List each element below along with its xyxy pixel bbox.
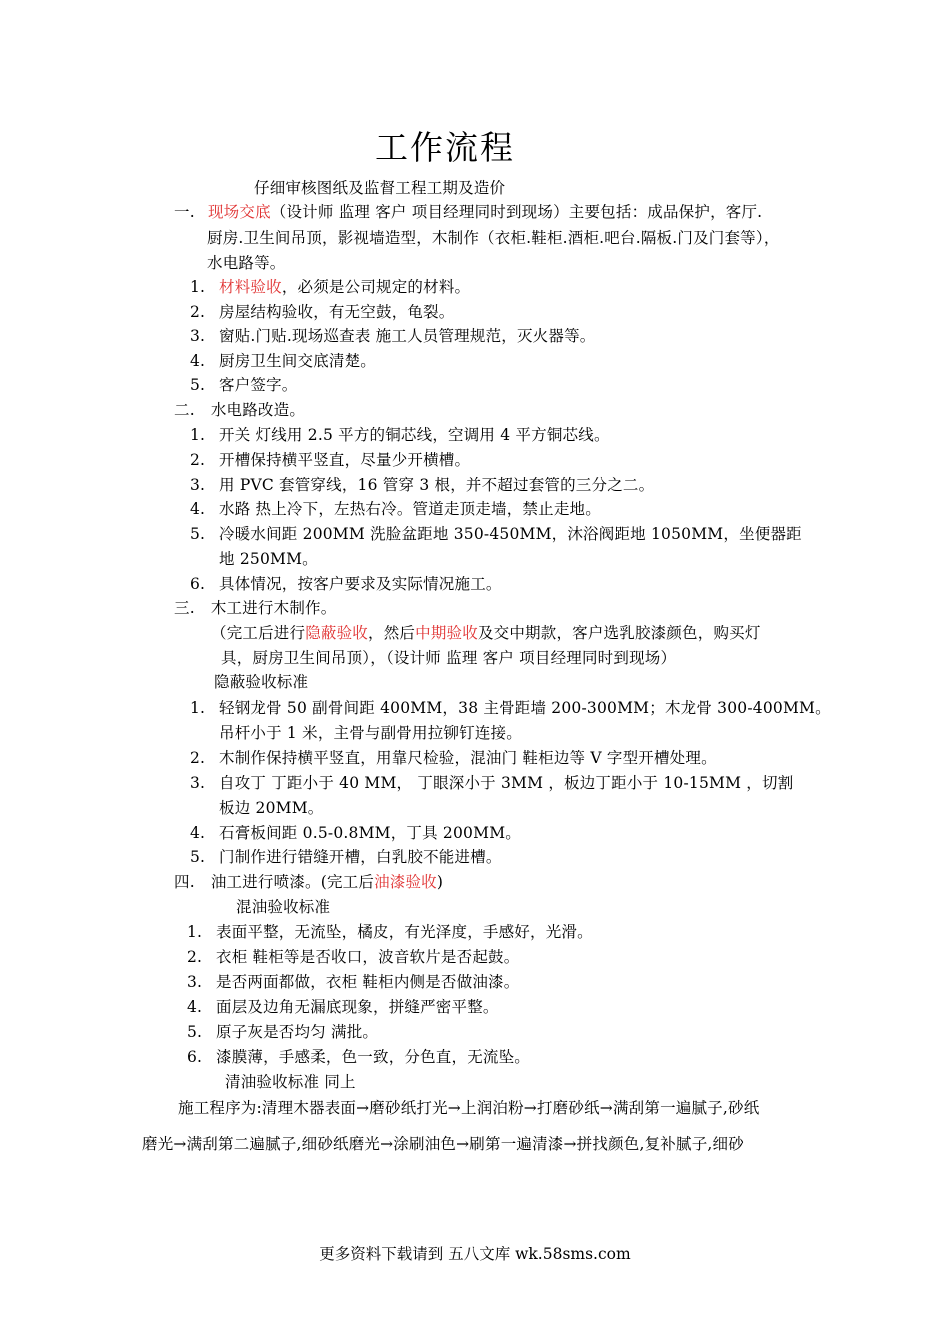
section-1-line-2: 厨房.卫生间吊顶，影视墙造型，木制作（衣柜.鞋柜.酒柜.吧台.隔板.门及门套等）， (207, 229, 780, 247)
s3-item-1: 轻钢龙骨 50 副骨间距 400MM，38 主骨距墙 200-300MM；木龙骨 300-400MM。 (219, 699, 831, 717)
page-title: 工作流程 (375, 128, 515, 167)
s1-item-3: 窗贴.门贴.现场巡查表 施工人员管理规范，灭火器等。 (219, 327, 596, 345)
s3-para-part-a: （完工后进行 (211, 624, 306, 642)
s4-item-2-number: 2. (187, 948, 203, 966)
s4-item-1-number: 1. (187, 923, 203, 941)
s1-item-4-number: 4. (190, 352, 206, 370)
s1-item-1-highlight: 材料验收 (219, 278, 282, 296)
section-3-standard-label: 隐蔽验收标准 (214, 673, 309, 691)
section-3-text: 木工进行木制作。 (210, 599, 337, 617)
s1-item-5: 客户签字。 (219, 376, 298, 394)
s3-item-5: 门制作进行错缝开槽，白乳胶不能进槽。 (219, 848, 502, 866)
s2-item-1: 开关 灯线用 2.5 平方的铜芯线，空调用 4 平方铜芯线。 (219, 426, 610, 444)
section-1-line-3: 水电路等。 (207, 254, 286, 272)
section-4-number: 四. (174, 873, 195, 891)
s1-item-4: 厨房卫生间交底清楚。 (219, 352, 377, 370)
s3-item-4: 石膏板间距 0.5-0.8MM，丁具 200MM。 (219, 824, 521, 842)
s4-item-3: 是否两面都做，衣柜 鞋柜内侧是否做油漆。 (216, 973, 520, 991)
s4-item-2: 衣柜 鞋柜等是否收口，波音软片是否起鼓。 (216, 948, 520, 966)
subtitle: 仔细审核图纸及监督工程工期及造价 (254, 179, 506, 197)
s3-item-3: 自攻丁 丁距小于 40 MM， 丁眼深小于 3MM ，板边丁距小于 10-15MM ，切割 (219, 774, 794, 792)
s2-item-1-number: 1. (190, 426, 206, 444)
s2-item-4: 水路 热上冷下，左热右冷。管道走顶走墙，禁止走地。 (219, 500, 601, 518)
s1-item-1 (219, 277, 470, 297)
s4-item-6: 漆膜薄，手感柔，色一致，分色直，无流坠。 (216, 1048, 531, 1066)
section-3-paragraph-line-2: 具，厨房卫生间吊顶），（设计师 监理 客户 项目经理同时到现场） (221, 649, 677, 667)
s3-para-part-b: ，然后 (368, 624, 416, 642)
section-1-text: （设计师 监理 客户 项目经理同时到现场）主要包括：成品保护，客厅. (270, 203, 763, 221)
section-3-paragraph (211, 623, 761, 643)
section-3-heading (174, 598, 336, 618)
s4-item-5: 原子灰是否均匀 满批。 (216, 1023, 379, 1041)
section-4-highlight: 油漆验收 (374, 873, 437, 891)
s2-item-5-number: 5. (190, 525, 206, 543)
s2-item-5: 冷暖水间距 200MM 洗脸盆距地 350-450MM，沐浴阀距地 1050MM，坐便器距 (219, 525, 802, 543)
section-2-heading (174, 400, 305, 420)
s2-item-5-line-2: 地 250MM。 (219, 550, 318, 568)
clear-oil-standard-label: 清油验收标准 同上 (225, 1073, 356, 1091)
s1-item-1-text: ，必须是公司规定的材料。 (281, 278, 471, 296)
s2-item-2: 开槽保持横平竖直，尽量少开横槽。 (219, 451, 471, 469)
s2-item-2-number: 2. (190, 451, 206, 469)
s2-item-4-number: 4. (190, 500, 206, 518)
s3-item-2: 木制作保持横平竖直，用靠尺检验，混油门 鞋柜边等 V 字型开槽处理。 (219, 749, 717, 767)
section-1-heading (174, 202, 762, 222)
s4-item-1: 表面平整，无流坠，橘皮，有光泽度，手感好，光滑。 (216, 923, 593, 941)
s2-item-6: 具体情况，按客户要求及实际情况施工。 (219, 575, 502, 593)
s2-item-3-number: 3. (190, 476, 206, 494)
s4-item-4: 面层及边角无漏底现象，拼缝严密平整。 (216, 998, 499, 1016)
s2-item-6-number: 6. (190, 575, 206, 593)
process-line-2: 磨光→满刮第二遍腻子,细砂纸磨光→涂刷油色→刷第一遍清漆→拼找颜色,复补腻子,细砂 (142, 1135, 744, 1153)
s4-item-5-number: 5. (187, 1023, 203, 1041)
s2-item-3: 用 PVC 套管穿线，16 管穿 3 根，并不超过套管的三分之二。 (219, 476, 655, 494)
s3-item-1-line-2: 吊杆小于 1 米，主骨与副骨用拉铆钉连接。 (219, 724, 522, 742)
s1-item-5-number: 5. (190, 376, 206, 394)
section-4-text-end: ) (436, 873, 444, 891)
section-3-number: 三. (174, 599, 195, 617)
s4-item-6-number: 6. (187, 1048, 203, 1066)
s3-para-highlight-2: 中期验收 (415, 624, 478, 642)
section-4-standard-label: 混油验收标准 (236, 898, 331, 916)
s3-item-3-line-2: 板边 20MM。 (219, 799, 324, 817)
s3-item-4-number: 4. (190, 824, 206, 842)
s3-item-2-number: 2. (190, 749, 206, 767)
s4-item-4-number: 4. (187, 998, 203, 1016)
s3-para-highlight-1: 隐蔽验收 (305, 624, 369, 642)
section-4-heading (174, 872, 443, 892)
section-2-text: 水电路改造。 (210, 401, 306, 419)
s3-item-1-number: 1. (190, 699, 206, 717)
footer-text: 更多资料下载请到 五八文库 wk.58sms.com (319, 1245, 631, 1263)
s3-item-5-number: 5. (190, 848, 206, 866)
s1-item-1-number: 1. (190, 278, 206, 296)
section-4-text: 油工进行喷漆。(完工后 (210, 873, 375, 891)
section-1-highlight: 现场交底 (207, 203, 271, 221)
s1-item-3-number: 3. (190, 327, 206, 345)
s3-para-part-c: 及交中期款，客户选乳胶漆颜色，购买灯 (477, 624, 761, 642)
s1-item-2: 房屋结构验收，有无空鼓，龟裂。 (219, 303, 455, 321)
s4-item-3-number: 3. (187, 973, 203, 991)
section-1-number: 一. (174, 203, 195, 221)
s3-item-3-number: 3. (190, 774, 206, 792)
s1-item-2-number: 2. (190, 303, 206, 321)
process-line-1: 施工程序为:清理木器表面→磨砂纸打光→上润泊粉→打磨砂纸→满刮第一遍腻子,砂纸 (178, 1099, 760, 1117)
section-2-number: 二. (174, 401, 195, 419)
